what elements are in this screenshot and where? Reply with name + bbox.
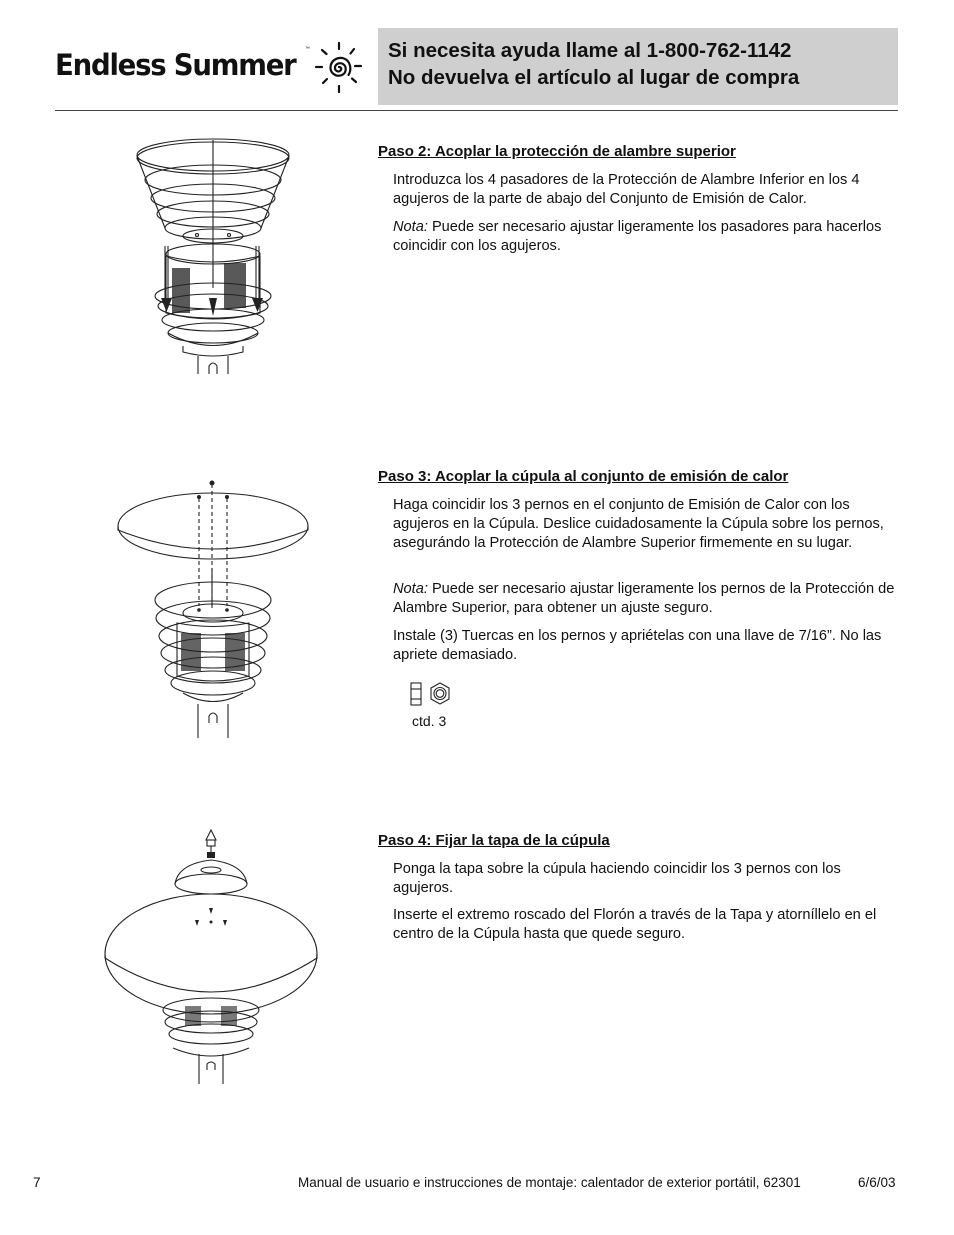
step2-title: Paso 2: Acoplar la protección de alambre superior bbox=[378, 143, 736, 160]
manual-title: Manual de usuario e instrucciones de montaje: calentador de exterior portátil, 62301 bbox=[298, 1175, 801, 1190]
step3-title: Paso 3: Acoplar la cúpula al conjunto de emisión de calor bbox=[378, 468, 789, 485]
step4-title: Paso 4: Fijar la tapa de la cúpula bbox=[378, 832, 610, 849]
note-label: Nota: bbox=[393, 219, 428, 235]
help-phone-line: Si necesita ayuda llame al 1-800-762-1142 bbox=[388, 39, 792, 62]
nut-quantity-label: ctd. 3 bbox=[412, 713, 447, 729]
return-warning-line: No devuelva el artículo al lugar de compra bbox=[388, 66, 800, 89]
nut-icon bbox=[410, 681, 454, 707]
step2-paragraph-1: Introduzca los 4 pasadores de la Protección de Alambre Inferior en los 4 agujeros de la parte de abajo del Conjunto de Emisión de Calor. bbox=[393, 172, 860, 207]
step2-note-text: Puede ser necesario ajustar ligeramente los pasadores para hacerlos coincidir con los agujeros. bbox=[393, 219, 882, 254]
step4-paragraph-1: Ponga la tapa sobre la cúpula haciendo coincidir los 3 pernos con los agujeros. bbox=[393, 861, 841, 896]
sun-spiral-icon bbox=[311, 40, 367, 96]
page-number: 7 bbox=[33, 1175, 41, 1190]
step4-dome-cap-illustration bbox=[103, 826, 323, 1084]
brand-name: Endless Summer bbox=[55, 48, 296, 82]
step2-note bbox=[393, 218, 898, 256]
step3-paragraph-1: Haga coincidir los 3 pernos en el conjunto de Emisión de Calor con los agujeros en la Cúpula. Deslice cuidadosamente la Cúpula sobre los pernos, asegurándo la Protección de Alambre Superior firmemente en su lugar. bbox=[393, 497, 884, 551]
step3-dome-illustration bbox=[113, 478, 313, 738]
trademark-symbol: ™ bbox=[305, 46, 310, 52]
brand-logo bbox=[55, 36, 375, 96]
document-date: 6/6/03 bbox=[858, 1175, 896, 1190]
step3-note-text: Puede ser necesario ajustar ligeramente los pernos de la Protección de Alambre Superior, para obtener un ajuste seguro. bbox=[393, 581, 895, 616]
step2-wire-guard-illustration bbox=[128, 128, 298, 374]
help-banner bbox=[378, 28, 898, 105]
step3-note bbox=[393, 580, 898, 618]
step3-paragraph-2: Instale (3) Tuercas en los pernos y apriételas con una llave de 7/16”. No las apriete demasiado. bbox=[393, 628, 882, 663]
step4-paragraph-2: Inserte el extremo roscado del Florón a través de la Tapa y atorníllelo en el centro de la Cúpula hasta que quede seguro. bbox=[393, 907, 877, 942]
header-divider bbox=[55, 110, 898, 111]
note-label: Nota: bbox=[393, 581, 428, 597]
